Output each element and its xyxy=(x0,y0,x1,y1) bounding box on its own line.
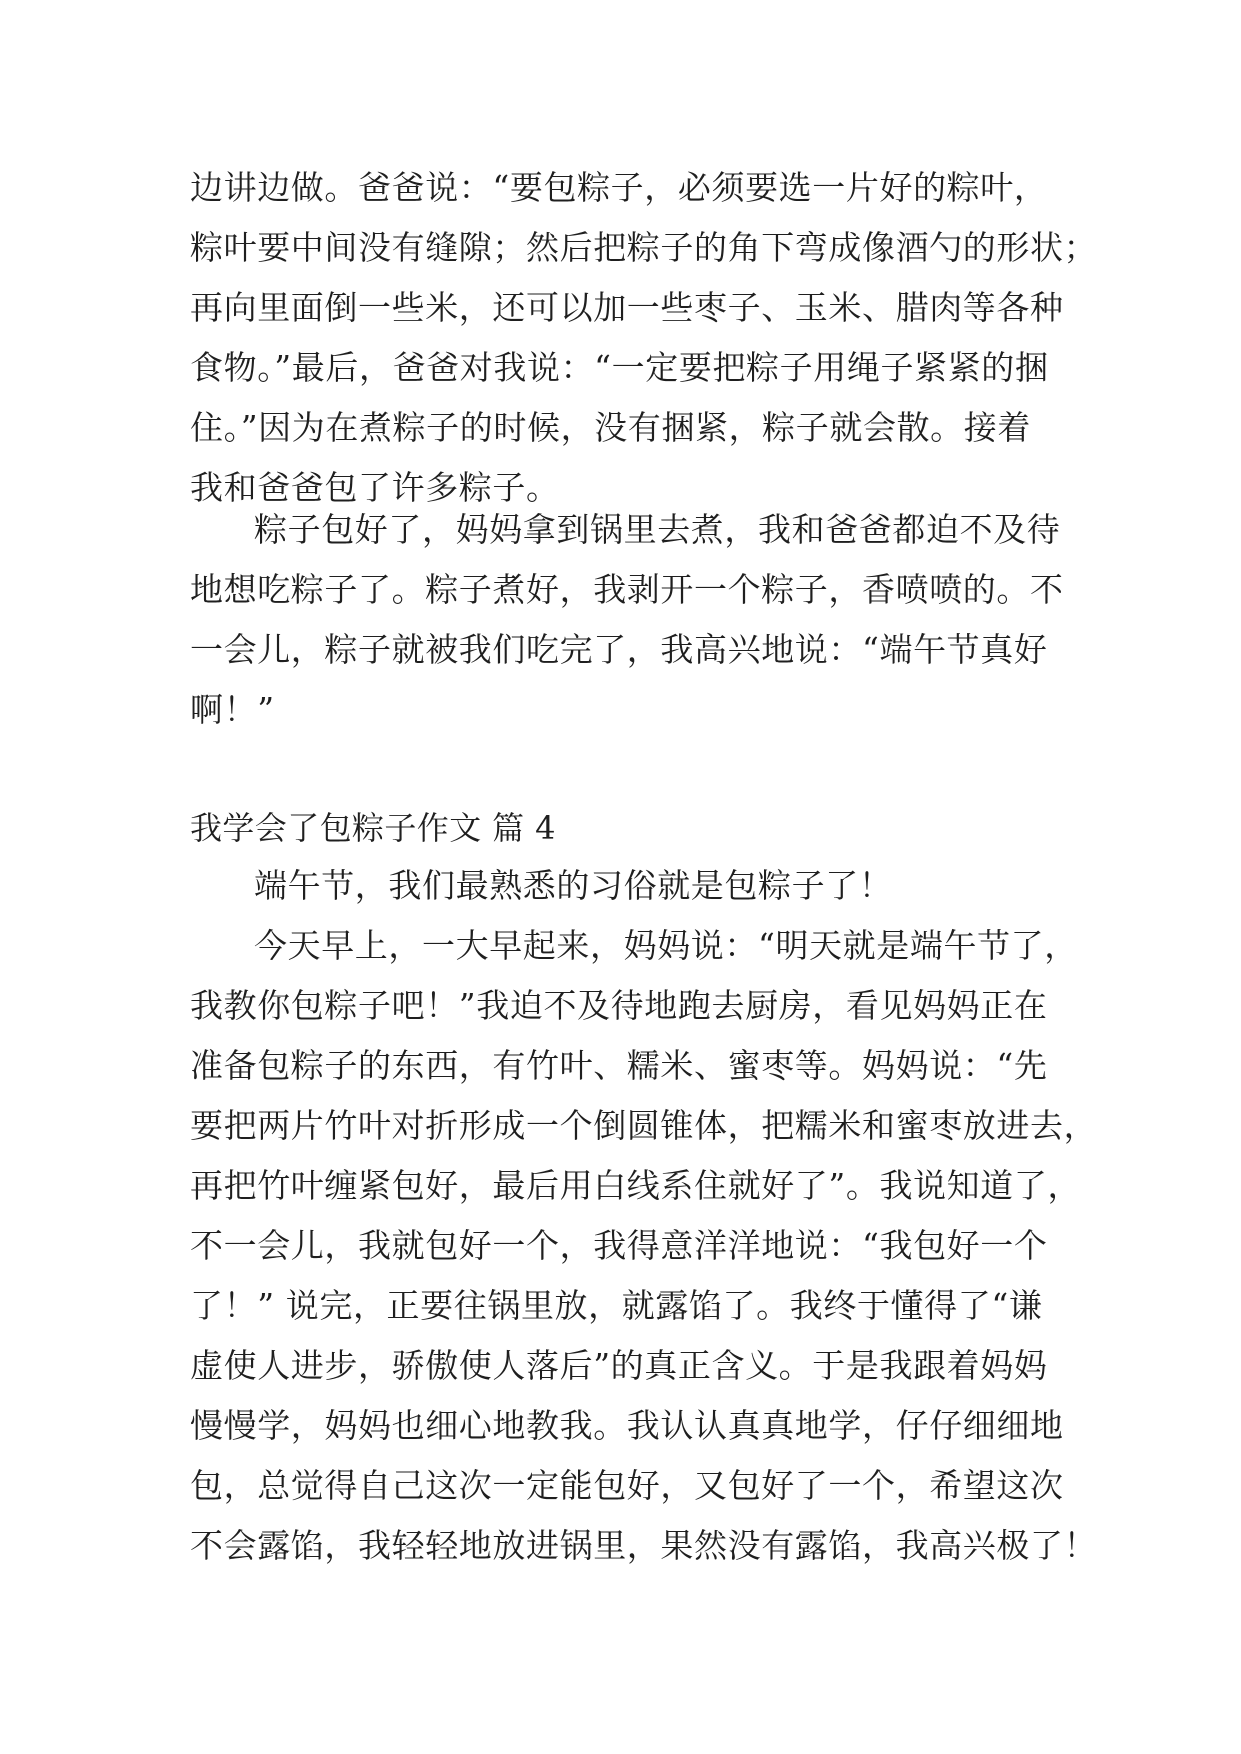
text-line: 再把竹叶缠紧包好，最后用白线系住就好了”。我说知道了， xyxy=(190,1166,1082,1205)
text-line: 我和爸爸包了许多粽子。 xyxy=(190,468,560,507)
text-line: 虚使人进步，骄傲使人落后”的真正含义。于是我跟着妈妈 xyxy=(190,1346,1048,1385)
section-body xyxy=(190,856,1098,1576)
text-line: 边讲边做。爸爸说：“要包粽子，必须要选一片好的粽叶， xyxy=(190,168,1048,207)
text-line: 一会儿，粽子就被我们吃完了，我高兴地说：“端午节真好 xyxy=(190,630,1048,669)
text-line: 啊！” xyxy=(190,690,275,729)
text-line: 住。”因为在煮粽子的时候，没有捆紧，粽子就会散。接着 xyxy=(190,408,1031,447)
paragraph-eating-zongzi xyxy=(190,500,1070,740)
text-line: 我教你包粽子吧！”我迫不及待地跑去厨房，看见妈妈正在 xyxy=(190,986,1048,1025)
text-line: 要把两片竹叶对折形成一个倒圆锥体，把糯米和蜜枣放进去， xyxy=(190,1106,1098,1145)
intro-line: 端午节，我们最熟悉的习俗就是包粽子了！ xyxy=(254,866,893,905)
text-line: 今天早上，一大早起来，妈妈说：“明天就是端午节了， xyxy=(254,926,1078,965)
text-line: 食物。”最后，爸爸对我说：“一定要把粽子用绳子紧紧的捆 xyxy=(190,348,1049,387)
text-line: 粽子包好了，妈妈拿到锅里去煮，我和爸爸都迫不及待 xyxy=(254,510,1061,549)
text-line: 粽叶要中间没有缝隙；然后把粽子的角下弯成像酒勺的形状； xyxy=(190,228,1098,267)
text-line: 准备包粽子的东西，有竹叶、糯米、蜜枣等。妈妈说：“先 xyxy=(190,1046,1048,1085)
section-heading xyxy=(190,798,1070,858)
text-line: 不会露馅，我轻轻地放进锅里，果然没有露馅，我高兴极了！ xyxy=(190,1526,1098,1565)
text-line: 包，总觉得自己这次一定能包好，又包好了一个，希望这次 xyxy=(190,1466,1064,1505)
text-line: 不一会儿，我就包好一个，我得意洋洋地说：“我包好一个 xyxy=(190,1226,1048,1265)
section-title: 我学会了包粽子作文 篇 4 xyxy=(190,809,556,847)
text-line: 地想吃粽子了。粽子煮好，我剥开一个粽子，香喷喷的。不 xyxy=(190,570,1064,609)
text-line: 了！” 说完，正要往锅里放，就露馅了。我终于懂得了“谦 xyxy=(190,1286,1043,1325)
text-line: 再向里面倒一些米，还可以加一些枣子、玉米、腊肉等各种 xyxy=(190,288,1064,327)
paragraph-continued xyxy=(190,158,1098,518)
text-line: 慢慢学，妈妈也细心地教我。我认认真真地学，仔仔细细地 xyxy=(190,1406,1064,1445)
